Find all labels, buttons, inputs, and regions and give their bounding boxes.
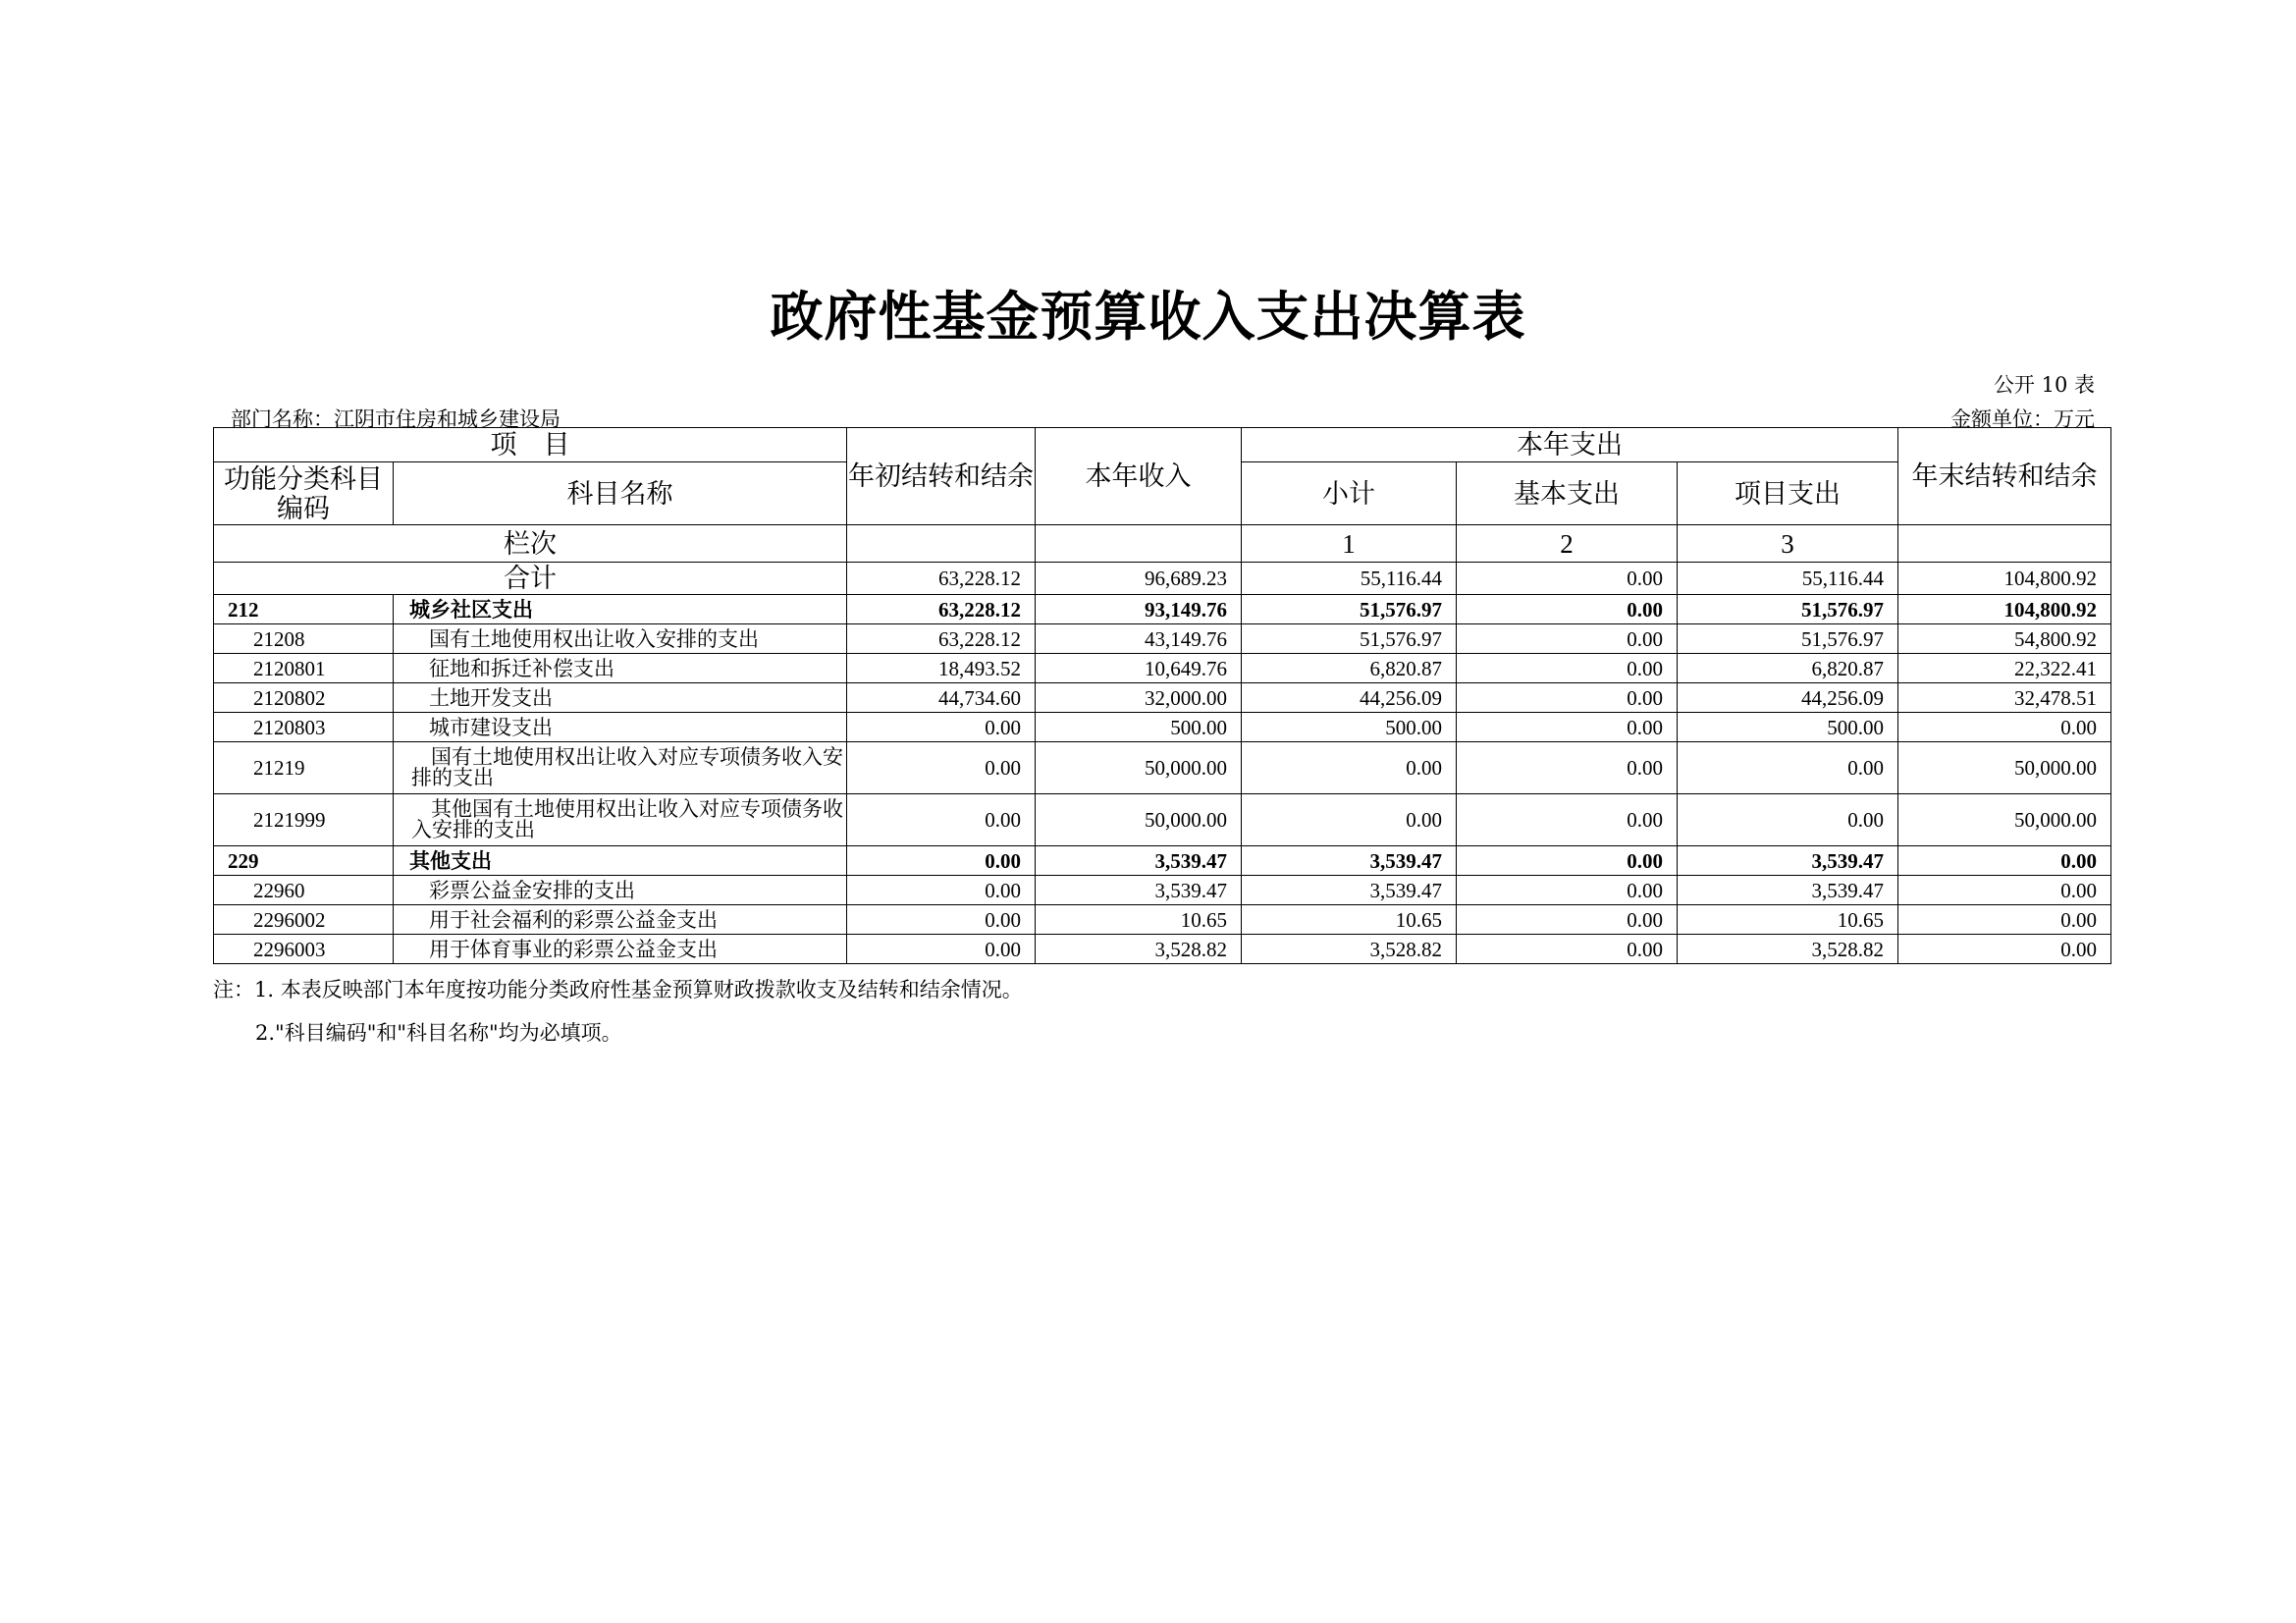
row-project: 10.65: [1678, 905, 1898, 935]
header-expense: 本年支出: [1242, 428, 1898, 462]
table-number: 公开 10 表: [1993, 373, 2095, 397]
row-income: 32,000.00: [1036, 683, 1242, 713]
row-project: 44,256.09: [1678, 683, 1898, 713]
row-code: 2120802: [214, 683, 394, 713]
row-subtotal: 3,528.82: [1242, 935, 1457, 964]
note-2: 2."科目编码"和"科目名称"均为必填项。: [255, 1021, 622, 1045]
header-income: 本年收入: [1036, 428, 1242, 525]
row-name: 国有土地使用权出让收入安排的支出: [394, 624, 847, 654]
row-name: 其他支出: [394, 846, 847, 876]
row-subtotal: 0.00: [1242, 742, 1457, 794]
row-code: 212: [214, 595, 394, 624]
row-income: 43,149.76: [1036, 624, 1242, 654]
table-row: [214, 654, 2111, 683]
row-end: 0.00: [1898, 846, 2111, 876]
row-subtotal: 51,576.97: [1242, 624, 1457, 654]
row-income: 50,000.00: [1036, 742, 1242, 794]
column-number-cell: [1036, 525, 1242, 563]
row-income: 3,528.82: [1036, 935, 1242, 964]
column-number-label: 栏次: [214, 525, 847, 563]
row-name: 征地和拆迁补偿支出: [394, 654, 847, 683]
row-income: 10,649.76: [1036, 654, 1242, 683]
row-basic: 0.00: [1457, 935, 1678, 964]
row-begin: 63,228.12: [847, 624, 1036, 654]
row-end: 22,322.41: [1898, 654, 2111, 683]
row-end: 104,800.92: [1898, 595, 2111, 624]
column-number-3: 3: [1678, 525, 1898, 563]
row-project: 500.00: [1678, 713, 1898, 742]
header-subtotal: 小计: [1242, 462, 1457, 525]
header-begin-balance: 年初结转和结余: [847, 428, 1036, 525]
header-name: 科目名称: [394, 462, 847, 525]
table-row: [214, 742, 2111, 794]
row-project: 51,576.97: [1678, 595, 1898, 624]
header-project: 项 目: [214, 428, 847, 462]
row-begin: 63,228.12: [847, 595, 1036, 624]
row-code: 229: [214, 846, 394, 876]
header-project-expense: 项目支出: [1678, 462, 1898, 525]
row-subtotal: 3,539.47: [1242, 876, 1457, 905]
row-begin: 18,493.52: [847, 654, 1036, 683]
page-title: 政府性基金预算收入支出决算表: [770, 285, 1526, 348]
total-end: 104,800.92: [1898, 563, 2111, 595]
row-basic: 0.00: [1457, 905, 1678, 935]
total-project: 55,116.44: [1678, 563, 1898, 595]
row-income: 93,149.76: [1036, 595, 1242, 624]
row-begin: 0.00: [847, 742, 1036, 794]
total-begin: 63,228.12: [847, 563, 1036, 595]
header-end-balance: 年末结转和结余: [1898, 428, 2111, 525]
row-name: 其他国有土地使用权出让收入对应专项债务收入安排的支出: [394, 794, 847, 846]
row-basic: 0.00: [1457, 794, 1678, 846]
row-begin: 0.00: [847, 794, 1036, 846]
row-basic: 0.00: [1457, 683, 1678, 713]
row-end: 0.00: [1898, 935, 2111, 964]
row-income: 50,000.00: [1036, 794, 1242, 846]
row-project: 3,539.47: [1678, 846, 1898, 876]
column-number-cell: [847, 525, 1036, 563]
column-number-cell: [1898, 525, 2111, 563]
row-end: 50,000.00: [1898, 794, 2111, 846]
row-income: 3,539.47: [1036, 876, 1242, 905]
row-code: 21208: [214, 624, 394, 654]
row-end: 0.00: [1898, 905, 2111, 935]
row-income: 3,539.47: [1036, 846, 1242, 876]
row-project: 6,820.87: [1678, 654, 1898, 683]
row-project: 0.00: [1678, 794, 1898, 846]
row-end: 0.00: [1898, 876, 2111, 905]
header-basic: 基本支出: [1457, 462, 1678, 525]
row-subtotal: 51,576.97: [1242, 595, 1457, 624]
row-name: 国有土地使用权出让收入对应专项债务收入安排的支出: [394, 742, 847, 794]
row-name: 彩票公益金安排的支出: [394, 876, 847, 905]
row-code: 2120801: [214, 654, 394, 683]
row-code: 22960: [214, 876, 394, 905]
row-code: 2296003: [214, 935, 394, 964]
row-basic: 0.00: [1457, 876, 1678, 905]
amount-unit: 金额单位：万元: [1950, 407, 2095, 431]
row-subtotal: 0.00: [1242, 794, 1457, 846]
row-project: 3,539.47: [1678, 876, 1898, 905]
column-number-1: 1: [1242, 525, 1457, 563]
table-row: [214, 713, 2111, 742]
row-name: 用于社会福利的彩票公益金支出: [394, 905, 847, 935]
table-row: [214, 876, 2111, 905]
column-number-2: 2: [1457, 525, 1678, 563]
row-begin: 44,734.60: [847, 683, 1036, 713]
table-row: [214, 595, 2111, 624]
row-name: 土地开发支出: [394, 683, 847, 713]
row-begin: 0.00: [847, 876, 1036, 905]
budget-table: [213, 427, 2111, 964]
row-basic: 0.00: [1457, 654, 1678, 683]
department-name: 部门名称：江阴市住房和城乡建设局: [231, 407, 561, 431]
row-begin: 0.00: [847, 905, 1036, 935]
row-subtotal: 10.65: [1242, 905, 1457, 935]
row-end: 0.00: [1898, 713, 2111, 742]
table-row: [214, 683, 2111, 713]
row-subtotal: 44,256.09: [1242, 683, 1457, 713]
row-subtotal: 6,820.87: [1242, 654, 1457, 683]
table-row: [214, 846, 2111, 876]
table-row: [214, 794, 2111, 846]
header-code: 功能分类科目编码: [214, 462, 394, 525]
row-name: 用于体育事业的彩票公益金支出: [394, 935, 847, 964]
row-code: 2121999: [214, 794, 394, 846]
row-basic: 0.00: [1457, 713, 1678, 742]
row-subtotal: 500.00: [1242, 713, 1457, 742]
row-name: 城乡社区支出: [394, 595, 847, 624]
row-project: 51,576.97: [1678, 624, 1898, 654]
row-income: 10.65: [1036, 905, 1242, 935]
total-label: 合计: [214, 563, 847, 595]
row-project: 3,528.82: [1678, 935, 1898, 964]
row-basic: 0.00: [1457, 595, 1678, 624]
row-project: 0.00: [1678, 742, 1898, 794]
row-basic: 0.00: [1457, 846, 1678, 876]
note-1: 注：1. 本表反映部门本年度按功能分类政府性基金预算财政拨款收支及结转和结余情况。: [213, 978, 1023, 1001]
table-row: [214, 905, 2111, 935]
row-code: 21219: [214, 742, 394, 794]
row-end: 50,000.00: [1898, 742, 2111, 794]
row-name: 城市建设支出: [394, 713, 847, 742]
total-subtotal: 55,116.44: [1242, 563, 1457, 595]
row-end: 32,478.51: [1898, 683, 2111, 713]
row-begin: 0.00: [847, 935, 1036, 964]
row-basic: 0.00: [1457, 742, 1678, 794]
total-income: 96,689.23: [1036, 563, 1242, 595]
total-row: [214, 563, 2111, 595]
row-basic: 0.00: [1457, 624, 1678, 654]
row-subtotal: 3,539.47: [1242, 846, 1457, 876]
row-code: 2296002: [214, 905, 394, 935]
table-row: [214, 935, 2111, 964]
row-begin: 0.00: [847, 713, 1036, 742]
row-begin: 0.00: [847, 846, 1036, 876]
table-row: [214, 624, 2111, 654]
row-income: 500.00: [1036, 713, 1242, 742]
total-basic: 0.00: [1457, 563, 1678, 595]
row-end: 54,800.92: [1898, 624, 2111, 654]
row-code: 2120803: [214, 713, 394, 742]
